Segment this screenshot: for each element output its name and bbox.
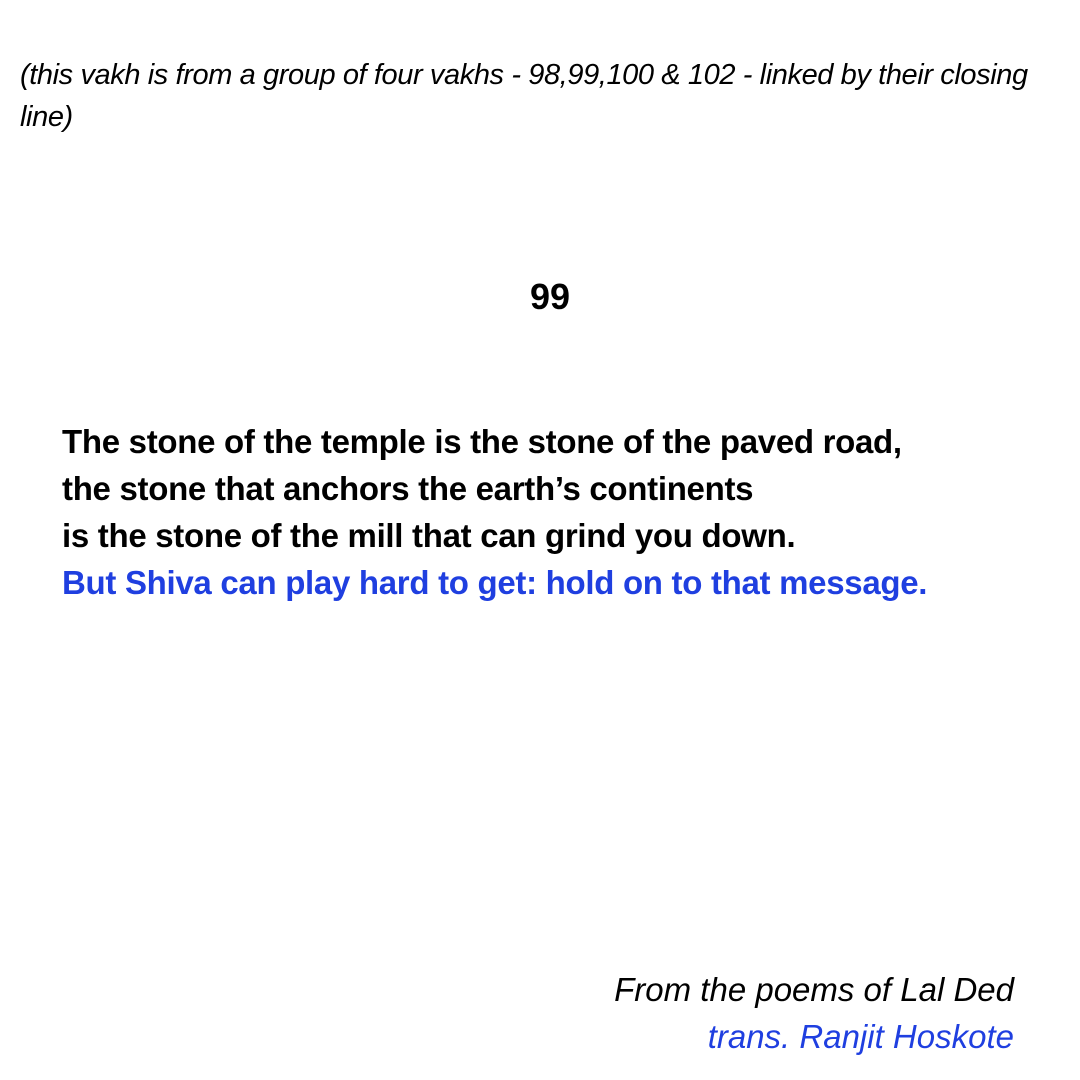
poem-closing-line: But Shiva can play hard to get: hold on to that message. [62,564,928,601]
attribution-translator: trans. Ranjit Hoskote [707,1018,1014,1055]
intro-note: (this vakh is from a group of four vakhs - 98,99,100 & 102 - linked by their closing line) [20,59,1028,133]
attribution-source: From the poems of Lal Ded [614,971,1014,1008]
poem-stanza [62,418,1062,606]
poem-line-2: the stone that anchors the earth’s continents [62,470,754,507]
attribution [614,966,1014,1060]
vakh-number: 99 [529,276,571,317]
poem-line-1: The stone of the temple is the stone of the paved road, [62,423,902,460]
poem-line-3: is the stone of the mill that can grind you down. [62,517,796,554]
